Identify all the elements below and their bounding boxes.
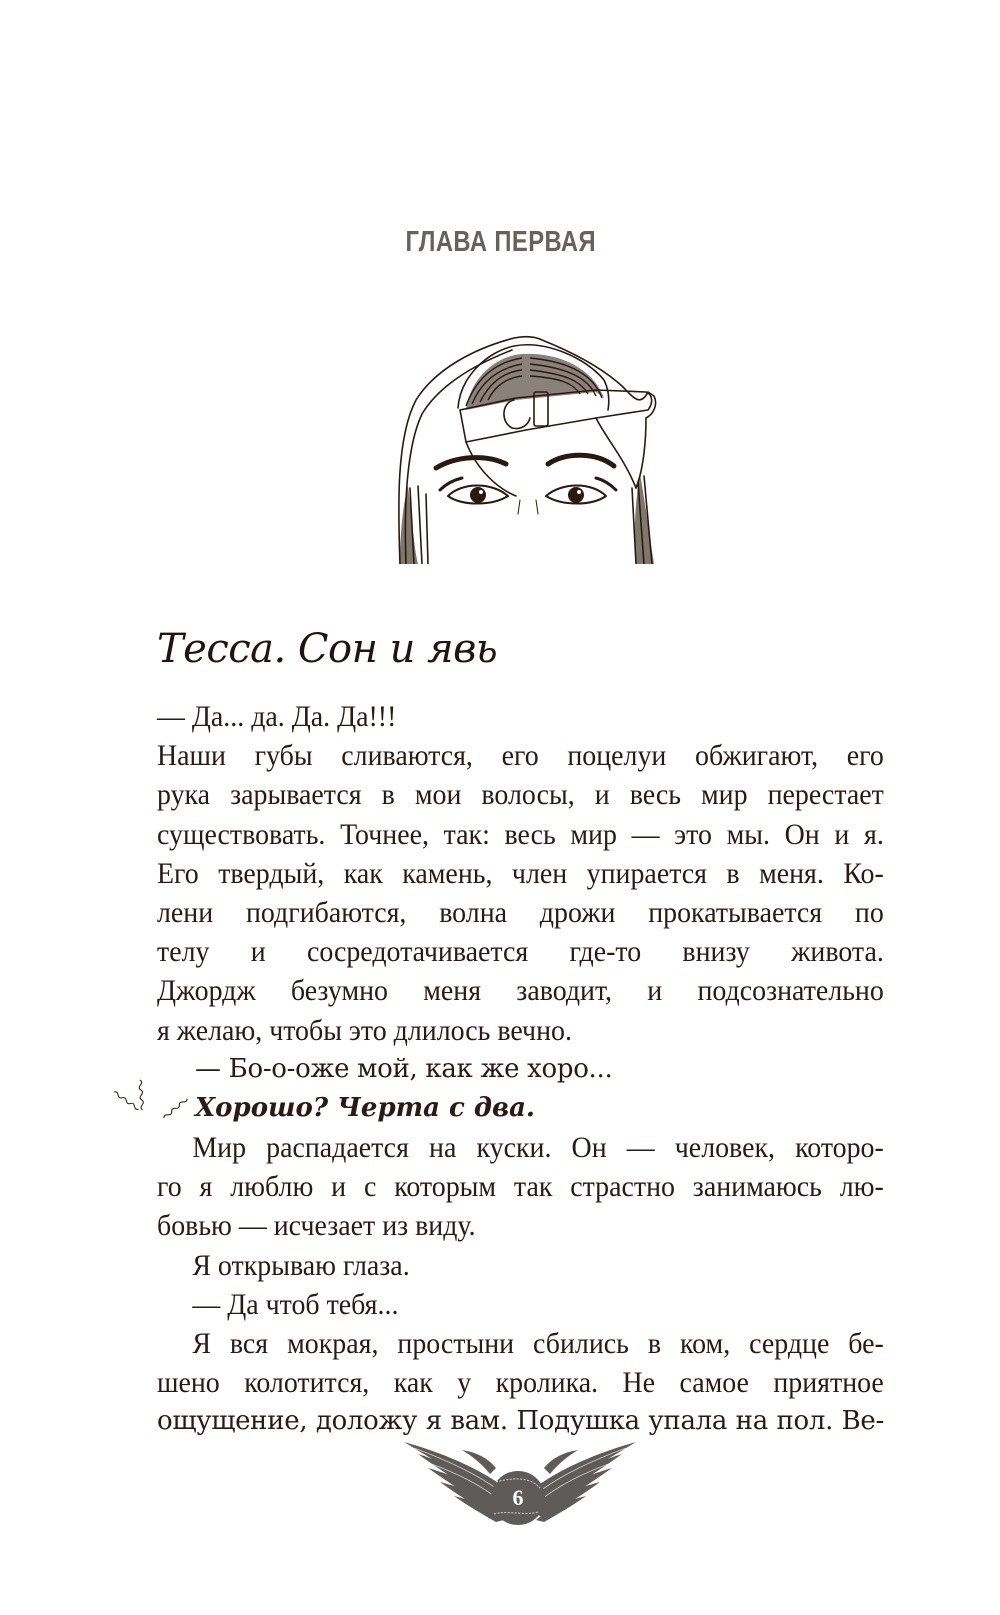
text-line: Я вся мокрая, простыни сбились в ком, сердце бе- bbox=[192, 1327, 884, 1360]
text-line: Я открываю глаза. bbox=[192, 1248, 410, 1282]
text-line: — Бо-о-оже мой, как же хоро... bbox=[195, 1053, 613, 1084]
text-line: ощущение, доложу я вам. Подушка упала на пол. Ве- bbox=[157, 1406, 884, 1437]
girl-illustration-icon bbox=[396, 318, 658, 564]
page-number: 6 bbox=[512, 1485, 524, 1510]
text-line: бовью — исчезает из виду. bbox=[157, 1209, 476, 1243]
text-line: Мир распадается на куски. Он — человек, которо- bbox=[192, 1131, 884, 1165]
text-line: рука зарывается в мои волосы, и весь мир перестает bbox=[157, 778, 884, 812]
text-line: лени подгибаются, волна дрожи прокатывается по bbox=[157, 895, 884, 929]
text-line: Джордж безумно меня заводит, и подсознательно bbox=[157, 974, 884, 1008]
text-line: я желаю, чтобы это длилось вечно. bbox=[157, 1013, 572, 1047]
text-line: телу и сосредотачивается где-то внизу живота. bbox=[157, 935, 884, 969]
text-line: — Да... да. Да. Да!!! bbox=[157, 700, 397, 733]
text-line: шено колотится, как у кролика. Не самое приятное bbox=[157, 1366, 884, 1400]
body-text bbox=[157, 697, 884, 1442]
text-line: — Да чтоб тебя... bbox=[192, 1287, 399, 1321]
section-title: Тесса. Сон и явь bbox=[157, 626, 498, 672]
text-line: Наши губы сливаются, его поцелуи обжигают, его bbox=[157, 739, 884, 773]
chapter-heading: ГЛАВА ПЕРВАЯ bbox=[405, 226, 596, 258]
emphasized-text-line: Хорошо? Черта с два. bbox=[195, 1092, 535, 1123]
text-line: существовать. Точнее, так: весь мир — это мы. Он и я. bbox=[157, 817, 884, 851]
text-line: го я люблю и с которым так страстно занимаюсь лю- bbox=[157, 1170, 884, 1204]
text-line: Его твердый, как камень, член упирается в меня. Ко- bbox=[157, 856, 884, 890]
